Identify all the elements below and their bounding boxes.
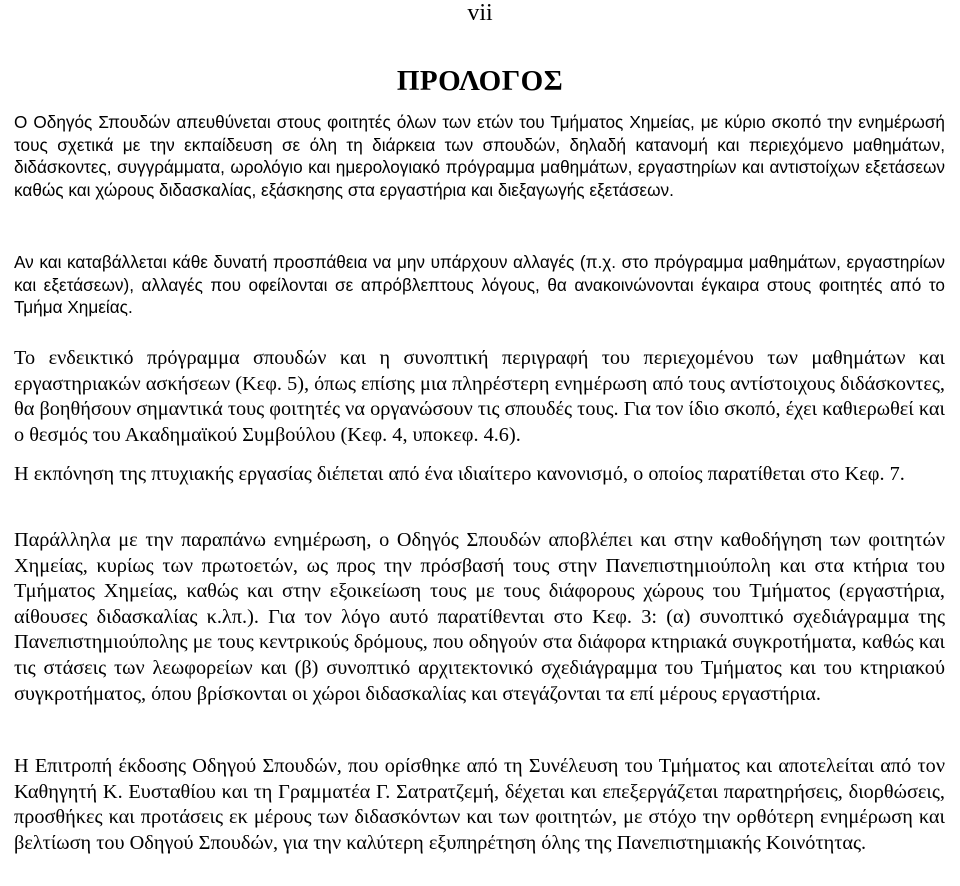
page-number: vii [467, 0, 493, 26]
paragraph-changes: Αν και καταβάλλεται κάθε δυνατή προσπάθεια να μην υπάρχουν αλλαγές (π.χ. στο πρόγραμμα μαθημάτων, εργαστηρίων και εξετάσεων), αλλαγές που οφείλονται σε απρόβλεπτους λόγους, θα ανακοινώνονται έγκαιρα στους φοιτητές από το Τμήμα Χημείας. [14, 252, 945, 317]
paragraph-curriculum: Το ενδεικτικό πρόγραμμα σπουδών και η συνοπτική περιγραφή του περιεχομένου των μαθημάτων και εργαστηριακών ασκήσεων (Κεφ. 5), όπως επίσης μια πληρέστερη ενημέρωση από τους αντίστοιχους διδάσκοντες, θα βοηθήσουν σημαντικά τους φοιτητές να οργανώσουν τις σπουδές τους. Για τον ίδιο σκοπό, έχει καθιερωθεί και ο θεσμός του Ακαδημαϊκού Συμβούλου (Κεφ. 4, υποκεφ. 4.6). [14, 347, 945, 446]
paragraph-thesis: Η εκπόνηση της πτυχιακής εργασίας διέπεται από ένα ιδιαίτερο κανονισμό, ο οποίος παρατίθεται στο Κεφ. 7. [14, 463, 905, 485]
page-title: ΠΡΟΛΟΓΟΣ [396, 65, 564, 97]
paragraph-campus-guidance: Παράλληλα με την παραπάνω ενημέρωση, ο Οδηγός Σπουδών αποβλέπει και στην καθοδήγηση των φοιτητών Χημείας, κυρίως των πρωτοετών, ως προς την πρόσβασή τους στην Πανεπιστημιούπολη και στα κτήρια του Τμήματος Χημείας, καθώς και στην εξοικείωση τους με τους διάφορους χώρους του Τμήματος (εργαστήρια, αίθουσες διδασκαλίας κ.λπ.). Για τον λόγο αυτό παρατίθενται στο Κεφ. 3: (α) συνοπτικό σχεδιάγραμμα της Πανεπιστημιούπολης με τους κεντρικούς δρόμους, που οδηγούν στα διάφορα κτηριακά συγκροτήματα, καθώς και τις στάσεις των λεωφορείων και (β) συνοπτικό αρχιτεκτονικό σχεδιάγραμμα του Τμήματος και του κτηριακού συγκροτήματος, όπου βρίσκονται οι χώροι διδασκαλίας και στεγάζονται τα επί μέρους εργαστήρια. [14, 529, 945, 705]
paragraph-intro: Ο Οδηγός Σπουδών απευθύνεται στους φοιτητές όλων των ετών του Τμήματος Χημείας, με κύριο σκοπό την ενημέρωσή τους σχετικά με την εκπαίδευση σε όλη τη διάρκεια των σπουδών, δηλαδή κατανομή και περιεχόμενο μαθημάτων, διδάσκοντες, συγγράμματα, ωρολόγιο και ημερολογιακό πρόγραμμα μαθημάτων, εργαστηρίων και αντιστοίχων εξετάσεων καθώς και χώρους διδασκαλίας, εξάσκησης στα εργαστήρια και διεξαγωγής εξετάσεων. [14, 112, 945, 200]
paragraph-committee: Η Επιτροπή έκδοσης Οδηγού Σπουδών, που ορίσθηκε από τη Συνέλευση του Τμήματος και αποτελείται από τον Καθηγητή Κ. Ευσταθίου και τη Γραμματέα Γ. Σατρατζεμή, δέχεται και επεξεργάζεται παρατηρήσεις, διορθώσεις, προσθήκες και προτάσεις εκ μέρους των διδασκόντων και των φοιτητών, με στόχο την ορθότερη ενημέρωση και βελτίωση του Οδηγού Σπουδών, για την καλύτερη εξυπηρέτηση όλης της Πανεπιστημιακής Κοινότητας. [14, 755, 945, 854]
